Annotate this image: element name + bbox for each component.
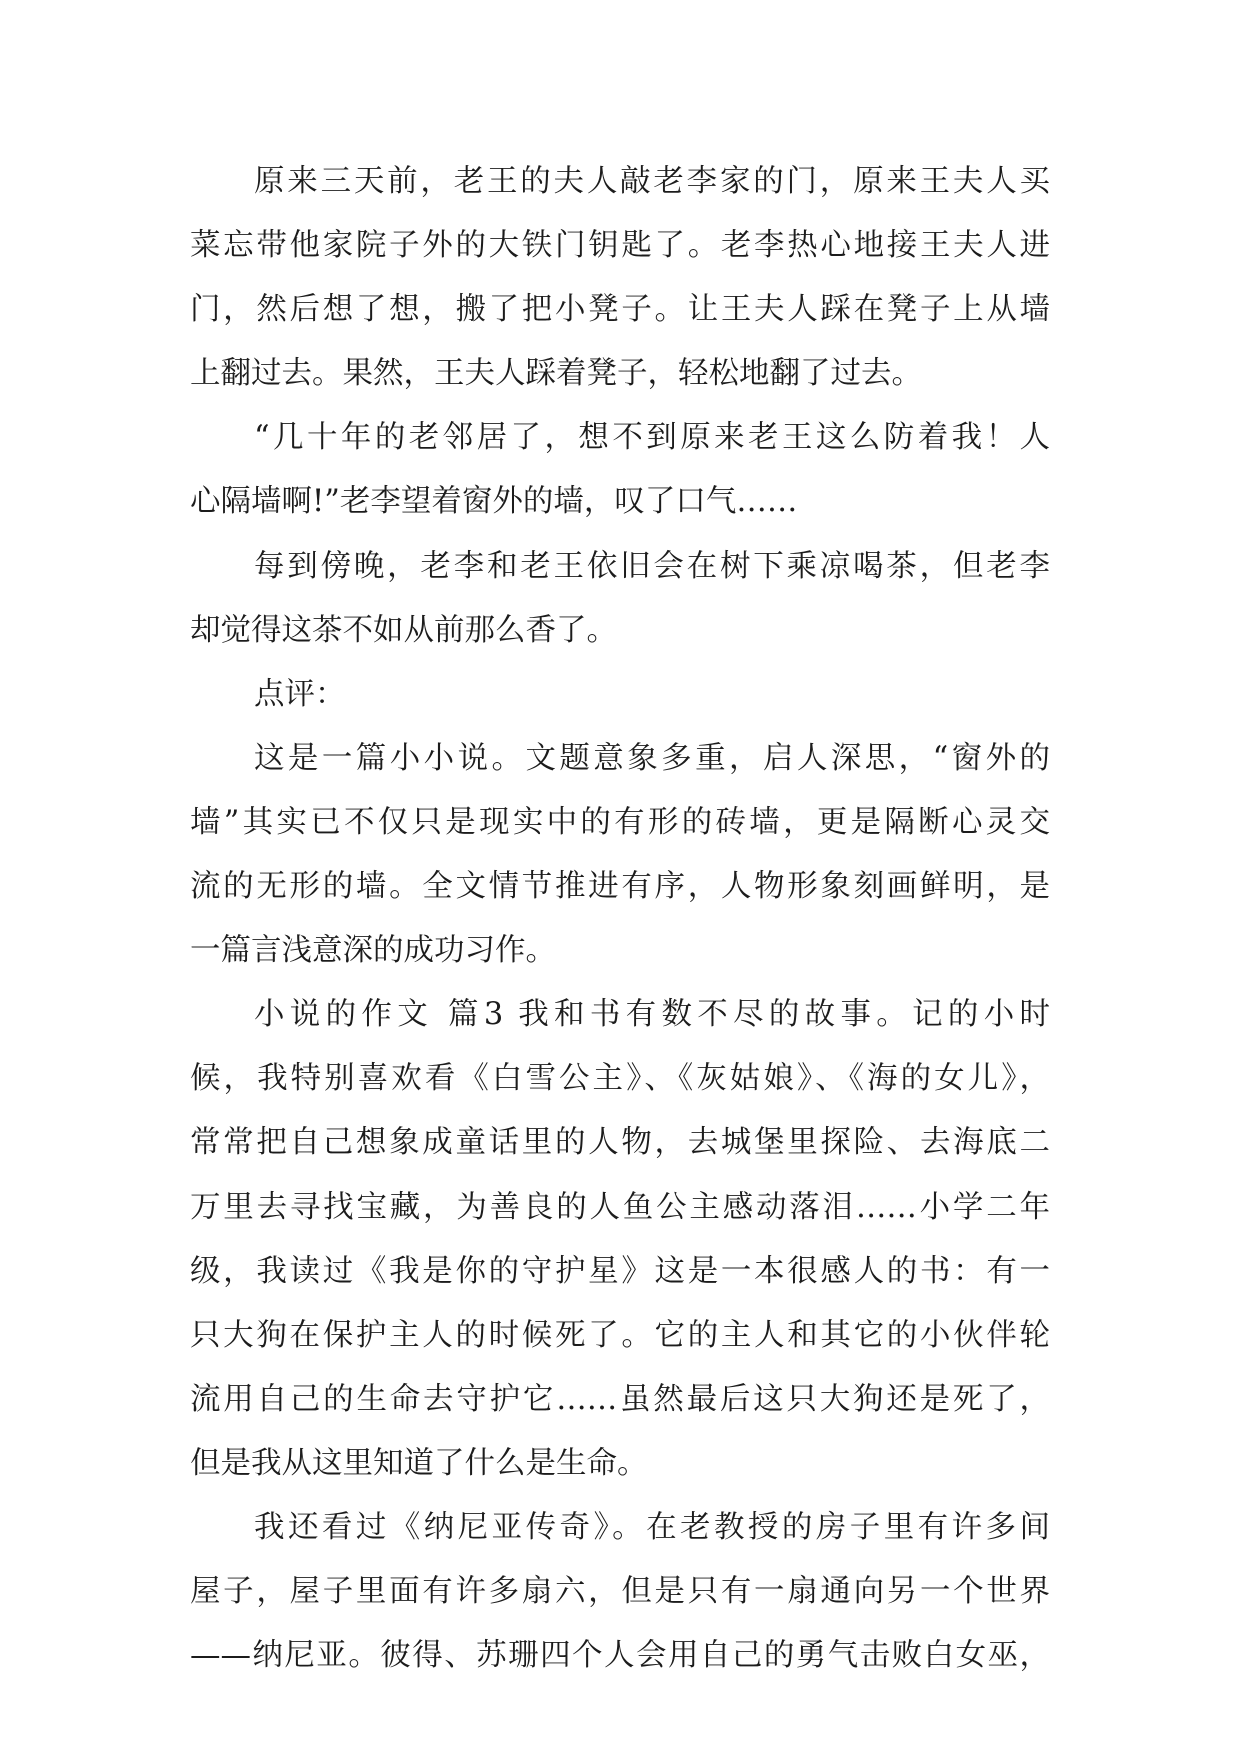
text-line: 却觉得这茶不如从前那么香了。 [190, 612, 617, 648]
text-line: 但是我从这里知道了什么是生命。 [190, 1445, 648, 1481]
text-line: 常常把自己想象成童话里的人物，去城堡里探险、去海底二 [190, 1125, 1050, 1161]
article-body [190, 150, 1050, 1688]
text-line: 点评： [254, 676, 346, 712]
text-line: 菜忘带他家院子外的大铁门钥匙了。老李热心地接王夫人进 [190, 228, 1050, 264]
text-line: 候，我特别喜欢看《白雪公主》、《灰姑娘》、《海的女儿》， [190, 1061, 1050, 1097]
text-line: 这是一篇小小说。文题意象多重，启人深思，“窗外的 [254, 740, 1050, 776]
text-line: 小说的作文 篇3 我和书有数不尽的故事。记的小时 [254, 997, 1050, 1033]
text-line: 每到傍晚，老李和老王依旧会在树下乘凉喝茶，但老李 [254, 548, 1050, 584]
text-line: 墙”其实已不仅只是现实中的有形的砖墙，更是隔断心灵交 [190, 804, 1050, 840]
text-line: 流的无形的墙。全文情节推进有序，人物形象刻画鲜明，是 [190, 869, 1050, 905]
text-line: 我还看过《纳尼亚传奇》。在老教授的房子里有许多间 [254, 1509, 1050, 1545]
text-line: 心隔墙啊!”老李望着窗外的墙，叹了口气…… [190, 484, 798, 520]
text-line: 级，我读过《我是你的守护星》这是一本很感人的书：有一 [190, 1253, 1050, 1289]
text-line: 万里去寻找宝藏，为善良的人鱼公主感动落泪……小学二年 [190, 1189, 1050, 1225]
text-line: 上翻过去。果然，王夫人踩着凳子，轻松地翻了过去。 [190, 356, 922, 392]
text-line: 只大狗在保护主人的时候死了。它的主人和其它的小伙伴轮 [190, 1317, 1050, 1353]
text-line: 原来三天前，老王的夫人敲老李家的门，原来王夫人买 [254, 164, 1050, 199]
text-line: ——纳尼亚。彼得、苏珊四个人会用自己的勇气击败白女巫， [190, 1638, 1050, 1674]
text-line: 门，然后想了想，搬了把小凳子。让王夫人踩在凳子上从墙 [190, 292, 1050, 328]
text-line: 屋子，屋子里面有许多扇六，但是只有一扇通向另一个世界 [190, 1574, 1050, 1610]
text-line: “几十年的老邻居了，想不到原来老王这么防着我！人 [254, 420, 1050, 456]
text-line: 一篇言浅意深的成功习作。 [190, 933, 556, 969]
text-line: 流用自己的生命去守护它……虽然最后这只大狗还是死了， [190, 1381, 1050, 1417]
